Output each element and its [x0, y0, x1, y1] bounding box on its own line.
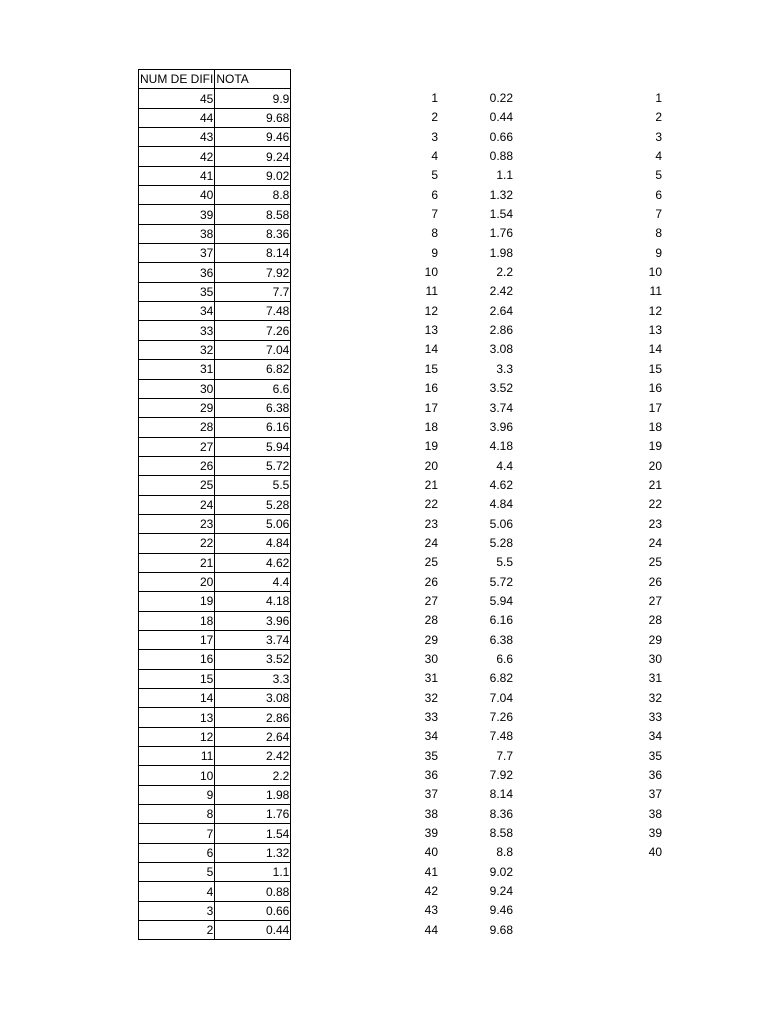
index-cell[interactable]: 20 — [424, 458, 438, 473]
nota-cell[interactable]: 0.88 — [215, 882, 291, 901]
table-row — [139, 205, 291, 224]
nota-cell[interactable]: 6.6 — [215, 379, 291, 398]
nota-cell[interactable]: 3.08 — [215, 689, 291, 708]
index-cell[interactable]: 6 — [431, 187, 438, 202]
right-index-cell[interactable]: 16 — [648, 381, 662, 396]
right-index-cell[interactable]: 31 — [648, 671, 662, 686]
table-row — [139, 534, 291, 553]
nota-cell[interactable]: 9.46 — [215, 128, 291, 147]
right-index-cell[interactable]: 25 — [648, 555, 662, 570]
right-index-cell[interactable]: 38 — [648, 806, 662, 821]
nota-cell[interactable]: 9.9 — [215, 89, 291, 108]
header-nota[interactable]: NOTA — [215, 70, 291, 89]
table-row — [139, 302, 291, 321]
index-cell[interactable]: 23 — [424, 516, 438, 531]
right-index-cell[interactable]: 8 — [655, 226, 662, 241]
values-column — [460, 89, 513, 940]
header-num-difi[interactable]: NUM DE DIFI — [139, 70, 215, 89]
table-row — [139, 805, 291, 824]
right-index-cell[interactable]: 11 — [649, 284, 662, 299]
right-index-cell[interactable]: 7 — [655, 207, 662, 222]
right-index-cell[interactable]: 17 — [648, 400, 662, 415]
index-cell[interactable]: 42 — [424, 884, 438, 899]
value-cell[interactable]: 1.1 — [496, 168, 513, 183]
nota-cell[interactable]: 7.7 — [215, 282, 291, 301]
num-difi-cell[interactable]: 41 — [139, 166, 215, 185]
index-cell[interactable]: 15 — [424, 361, 438, 376]
nota-cell[interactable]: 9.02 — [215, 166, 291, 185]
index-cell[interactable]: 44 — [424, 922, 438, 937]
nota-cell[interactable]: 1.76 — [215, 805, 291, 824]
table-row — [139, 147, 291, 166]
num-difi-cell[interactable]: 26 — [139, 456, 215, 475]
nota-cell[interactable]: 2.86 — [215, 708, 291, 727]
index-cell[interactable]: 37 — [424, 787, 438, 802]
nota-cell[interactable]: 5.5 — [215, 476, 291, 495]
right-index-cell[interactable]: 22 — [648, 497, 662, 512]
index-cell[interactable]: 16 — [424, 381, 438, 396]
table-row — [139, 166, 291, 185]
index-cell[interactable]: 24 — [424, 535, 438, 550]
index-cell[interactable]: 18 — [424, 419, 438, 434]
right-index-cell[interactable]: 1 — [655, 91, 662, 105]
nota-cell[interactable]: 8.58 — [215, 205, 291, 224]
index-cell[interactable]: 35 — [424, 748, 438, 763]
table-row — [139, 824, 291, 843]
right-index-column — [620, 89, 662, 863]
num-difi-cell[interactable]: 31 — [139, 360, 215, 379]
table-row — [139, 766, 291, 785]
index-cell[interactable]: 43 — [424, 903, 438, 918]
table-row — [139, 418, 291, 437]
nota-cell[interactable]: 9.24 — [215, 147, 291, 166]
num-difi-cell[interactable]: 43 — [139, 128, 215, 147]
num-difi-cell[interactable]: 39 — [139, 205, 215, 224]
right-index-cell[interactable]: 5 — [655, 168, 662, 183]
num-difi-cell[interactable]: 27 — [139, 437, 215, 456]
index-cell[interactable]: 13 — [424, 323, 438, 338]
index-cell[interactable]: 19 — [424, 439, 438, 454]
num-difi-cell[interactable]: 3 — [139, 901, 215, 920]
nota-cell[interactable]: 5.06 — [215, 514, 291, 533]
value-cell[interactable]: 7.92 — [489, 768, 513, 783]
value-cell[interactable]: 2.64 — [489, 303, 513, 318]
value-cell[interactable]: 4.18 — [489, 439, 513, 454]
value-cell[interactable]: 3.3 — [496, 361, 513, 376]
nota-cell[interactable]: 8.14 — [215, 244, 291, 263]
value-cell[interactable]: 9.24 — [489, 884, 513, 899]
value-cell[interactable]: 2.42 — [489, 284, 513, 299]
num-difi-cell[interactable]: 42 — [139, 147, 215, 166]
value-cell[interactable]: 6.6 — [496, 651, 513, 666]
right-index-cell[interactable]: 36 — [648, 768, 662, 783]
value-cell[interactable]: 2.2 — [496, 265, 513, 280]
nota-cell[interactable]: 5.72 — [215, 456, 291, 475]
index-cell[interactable]: 12 — [424, 303, 438, 318]
nota-cell[interactable]: 0.66 — [215, 901, 291, 920]
right-index-cell[interactable]: 18 — [648, 419, 662, 434]
value-cell[interactable]: 6.38 — [489, 632, 513, 647]
index-cell[interactable]: 26 — [424, 574, 438, 589]
table-row — [139, 244, 291, 263]
num-difi-cell[interactable]: 22 — [139, 534, 215, 553]
num-difi-cell[interactable]: 25 — [139, 476, 215, 495]
num-difi-cell[interactable]: 17 — [139, 630, 215, 649]
num-difi-cell[interactable]: 29 — [139, 398, 215, 417]
nota-cell[interactable]: 6.82 — [215, 360, 291, 379]
index-cell[interactable]: 25 — [424, 555, 438, 570]
right-index-cell[interactable]: 3 — [655, 129, 662, 144]
num-difi-cell[interactable]: 9 — [139, 785, 215, 804]
right-index-cell[interactable]: 39 — [648, 826, 662, 841]
value-cell[interactable]: 5.06 — [489, 516, 513, 531]
right-index-cell[interactable]: 32 — [648, 690, 662, 705]
table-row — [139, 747, 291, 766]
right-index-cell[interactable]: 35 — [648, 748, 662, 763]
value-cell[interactable]: 1.54 — [489, 207, 513, 222]
table-row — [139, 630, 291, 649]
value-cell[interactable]: 8.36 — [489, 806, 513, 821]
index-cell[interactable]: 22 — [424, 497, 438, 512]
nota-cell[interactable]: 7.26 — [215, 321, 291, 340]
index-cell[interactable]: 32 — [424, 690, 438, 705]
nota-cell[interactable]: 3.96 — [215, 611, 291, 630]
index-cell[interactable]: 3 — [431, 129, 438, 144]
nota-cell[interactable]: 3.3 — [215, 669, 291, 688]
index-cell[interactable]: 39 — [424, 826, 438, 841]
nota-cell[interactable]: 9.68 — [215, 108, 291, 127]
value-cell[interactable]: 3.52 — [489, 381, 513, 396]
nota-cell[interactable]: 1.98 — [215, 785, 291, 804]
nota-cell[interactable]: 4.84 — [215, 534, 291, 553]
num-difi-cell[interactable]: 2 — [139, 921, 215, 940]
num-difi-cell[interactable]: 34 — [139, 302, 215, 321]
num-difi-cell[interactable]: 19 — [139, 592, 215, 611]
nota-cell[interactable]: 6.16 — [215, 418, 291, 437]
value-cell[interactable]: 1.98 — [489, 245, 513, 260]
value-cell[interactable]: 5.72 — [489, 574, 513, 589]
num-difi-cell[interactable]: 6 — [139, 843, 215, 862]
right-index-cell[interactable]: 15 — [648, 361, 662, 376]
nota-cell[interactable]: 0.44 — [215, 921, 291, 940]
index-cell[interactable]: 40 — [424, 845, 438, 860]
table-row — [139, 340, 291, 359]
table-row — [139, 611, 291, 630]
index-cell[interactable]: 10 — [424, 265, 438, 280]
index-cell[interactable]: 17 — [424, 400, 438, 415]
index-cell[interactable]: 30 — [424, 651, 438, 666]
index-cell[interactable]: 36 — [424, 768, 438, 783]
right-index-cell[interactable]: 6 — [655, 187, 662, 202]
value-cell[interactable]: 3.96 — [489, 419, 513, 434]
value-cell[interactable]: 8.8 — [496, 845, 513, 860]
value-cell[interactable]: 5.94 — [489, 593, 513, 608]
nota-cell[interactable]: 4.4 — [215, 572, 291, 591]
value-cell[interactable]: 0.44 — [489, 110, 513, 125]
table-row — [139, 263, 291, 282]
right-index-cell[interactable]: 30 — [648, 651, 662, 666]
table-row — [139, 553, 291, 572]
value-cell[interactable]: 2.86 — [489, 323, 513, 338]
num-difi-cell[interactable]: 23 — [139, 514, 215, 533]
nota-cell[interactable]: 7.04 — [215, 340, 291, 359]
value-cell[interactable]: 1.76 — [489, 226, 513, 241]
table-row — [139, 89, 291, 108]
index-cell[interactable]: 27 — [424, 593, 438, 608]
table-row — [139, 650, 291, 669]
index-column — [390, 89, 438, 940]
table-row — [139, 495, 291, 514]
table-row — [139, 321, 291, 340]
value-cell[interactable]: 3.08 — [489, 342, 513, 357]
right-index-cell[interactable]: 13 — [648, 323, 662, 338]
num-difi-cell[interactable]: 7 — [139, 824, 215, 843]
right-index-cell[interactable]: 26 — [648, 574, 662, 589]
value-cell[interactable]: 0.66 — [489, 129, 513, 144]
value-cell[interactable]: 7.26 — [489, 710, 513, 724]
table-row — [139, 224, 291, 243]
table-row — [139, 863, 291, 882]
index-cell[interactable]: 31 — [424, 671, 438, 686]
table-row — [139, 669, 291, 688]
index-cell[interactable]: 9 — [431, 245, 438, 260]
value-cell[interactable]: 5.5 — [496, 555, 513, 570]
value-cell[interactable]: 4.62 — [489, 477, 513, 492]
table-row — [139, 108, 291, 127]
table-row — [139, 379, 291, 398]
table-row — [139, 476, 291, 495]
num-difi-cell[interactable]: 20 — [139, 572, 215, 591]
value-cell[interactable]: 0.88 — [489, 149, 513, 164]
value-cell[interactable]: 6.82 — [489, 671, 513, 686]
index-cell[interactable]: 29 — [424, 632, 438, 647]
nota-cell[interactable]: 7.48 — [215, 302, 291, 321]
right-index-cell[interactable]: 33 — [648, 710, 662, 724]
nota-cell[interactable]: 1.1 — [215, 863, 291, 882]
right-index-cell[interactable]: 28 — [648, 613, 662, 628]
index-cell[interactable]: 14 — [424, 342, 438, 357]
table-header-row — [139, 70, 291, 89]
right-index-cell[interactable]: 21 — [648, 477, 662, 492]
nota-cell[interactable]: 7.92 — [215, 263, 291, 282]
num-difi-cell[interactable]: 33 — [139, 321, 215, 340]
table-row — [139, 398, 291, 417]
num-difi-cell[interactable]: 13 — [139, 708, 215, 727]
num-difi-cell[interactable]: 8 — [139, 805, 215, 824]
index-cell[interactable]: 8 — [431, 226, 438, 241]
nota-cell[interactable]: 3.52 — [215, 650, 291, 669]
right-index-cell[interactable]: 27 — [648, 593, 662, 608]
table-row — [139, 437, 291, 456]
index-cell[interactable]: 7 — [431, 207, 438, 222]
table-row — [139, 843, 291, 862]
index-cell[interactable]: 5 — [431, 168, 438, 183]
table-row — [139, 456, 291, 475]
table-row — [139, 128, 291, 147]
right-index-cell[interactable]: 4 — [655, 149, 662, 164]
table-row — [139, 572, 291, 591]
table-row — [139, 592, 291, 611]
nota-cell[interactable]: 5.28 — [215, 495, 291, 514]
num-difi-cell[interactable]: 18 — [139, 611, 215, 630]
value-cell[interactable]: 8.58 — [489, 826, 513, 841]
value-cell[interactable]: 9.46 — [489, 903, 513, 918]
num-difi-cell[interactable]: 4 — [139, 882, 215, 901]
right-index-cell[interactable]: 37 — [648, 787, 662, 802]
num-difi-cell[interactable]: 14 — [139, 689, 215, 708]
value-cell[interactable]: 9.68 — [489, 922, 513, 937]
num-difi-cell[interactable]: 28 — [139, 418, 215, 437]
num-difi-cell[interactable]: 30 — [139, 379, 215, 398]
nota-cell[interactable]: 8.8 — [215, 186, 291, 205]
num-difi-cell[interactable]: 16 — [139, 650, 215, 669]
index-cell[interactable]: 1 — [431, 91, 438, 105]
value-cell[interactable]: 3.74 — [489, 400, 513, 415]
num-difi-cell[interactable]: 12 — [139, 727, 215, 746]
table-row — [139, 882, 291, 901]
num-difi-cell[interactable]: 15 — [139, 669, 215, 688]
table-row — [139, 282, 291, 301]
right-index-cell[interactable]: 34 — [648, 729, 662, 744]
right-index-cell[interactable]: 20 — [648, 458, 662, 473]
nota-cell[interactable]: 1.54 — [215, 824, 291, 843]
value-cell[interactable]: 4.4 — [496, 458, 513, 473]
index-cell[interactable]: 28 — [424, 613, 438, 628]
index-cell[interactable]: 34 — [424, 729, 438, 744]
right-index-cell[interactable]: 23 — [648, 516, 662, 531]
index-cell[interactable]: 2 — [431, 110, 438, 125]
value-cell[interactable]: 8.14 — [489, 787, 513, 802]
nota-cell[interactable]: 2.64 — [215, 727, 291, 746]
table-row — [139, 186, 291, 205]
index-cell[interactable]: 21 — [424, 477, 438, 492]
value-cell[interactable]: 7.48 — [489, 729, 513, 744]
nota-cell[interactable]: 6.38 — [215, 398, 291, 417]
right-index-cell[interactable]: 29 — [648, 632, 662, 647]
value-cell[interactable]: 7.7 — [496, 748, 513, 763]
table-row — [139, 708, 291, 727]
right-index-cell[interactable]: 19 — [648, 439, 662, 454]
right-index-cell[interactable]: 24 — [648, 535, 662, 550]
num-difi-cell[interactable]: 10 — [139, 766, 215, 785]
nota-cell[interactable]: 4.18 — [215, 592, 291, 611]
value-cell[interactable]: 9.02 — [489, 864, 513, 879]
right-index-cell[interactable]: 10 — [648, 265, 662, 280]
num-difi-cell[interactable]: 32 — [139, 340, 215, 359]
table-row — [139, 514, 291, 533]
table-row — [139, 360, 291, 379]
nota-cell[interactable]: 8.36 — [215, 224, 291, 243]
value-cell[interactable]: 7.04 — [489, 690, 513, 705]
nota-cell[interactable]: 2.2 — [215, 766, 291, 785]
num-difi-cell[interactable]: 44 — [139, 108, 215, 127]
nota-cell[interactable]: 1.32 — [215, 843, 291, 862]
num-difi-cell[interactable]: 37 — [139, 244, 215, 263]
table-row — [139, 727, 291, 746]
num-difi-cell[interactable]: 45 — [139, 89, 215, 108]
table-row — [139, 785, 291, 804]
nota-cell[interactable]: 5.94 — [215, 437, 291, 456]
index-cell[interactable]: 33 — [424, 710, 438, 724]
num-difi-cell[interactable]: 40 — [139, 186, 215, 205]
value-cell[interactable]: 5.28 — [489, 535, 513, 550]
index-cell[interactable]: 38 — [424, 806, 438, 821]
right-index-cell[interactable]: 14 — [648, 342, 662, 357]
num-difi-cell[interactable]: 35 — [139, 282, 215, 301]
value-cell[interactable]: 1.32 — [489, 187, 513, 202]
num-difi-cell[interactable]: 21 — [139, 553, 215, 572]
num-difi-cell[interactable]: 5 — [139, 863, 215, 882]
index-cell[interactable]: 11 — [425, 284, 438, 299]
right-index-cell[interactable]: 40 — [648, 845, 662, 860]
right-index-cell[interactable]: 2 — [655, 110, 662, 125]
table-row — [139, 921, 291, 940]
right-index-cell[interactable]: 12 — [648, 303, 662, 318]
num-difi-cell[interactable]: 11 — [139, 747, 215, 766]
index-cell[interactable]: 4 — [431, 149, 438, 164]
nota-cell[interactable]: 2.42 — [215, 747, 291, 766]
value-cell[interactable]: 6.16 — [489, 613, 513, 628]
index-cell[interactable]: 41 — [424, 864, 438, 879]
value-cell[interactable]: 4.84 — [489, 497, 513, 512]
table-row — [139, 901, 291, 920]
num-difi-cell[interactable]: 36 — [139, 263, 215, 282]
nota-cell[interactable]: 3.74 — [215, 630, 291, 649]
table-row — [139, 689, 291, 708]
nota-cell[interactable]: 4.62 — [215, 553, 291, 572]
grade-table — [138, 69, 291, 940]
num-difi-cell[interactable]: 38 — [139, 224, 215, 243]
right-index-cell[interactable]: 9 — [655, 245, 662, 260]
value-cell[interactable]: 0.22 — [489, 91, 513, 105]
num-difi-cell[interactable]: 24 — [139, 495, 215, 514]
